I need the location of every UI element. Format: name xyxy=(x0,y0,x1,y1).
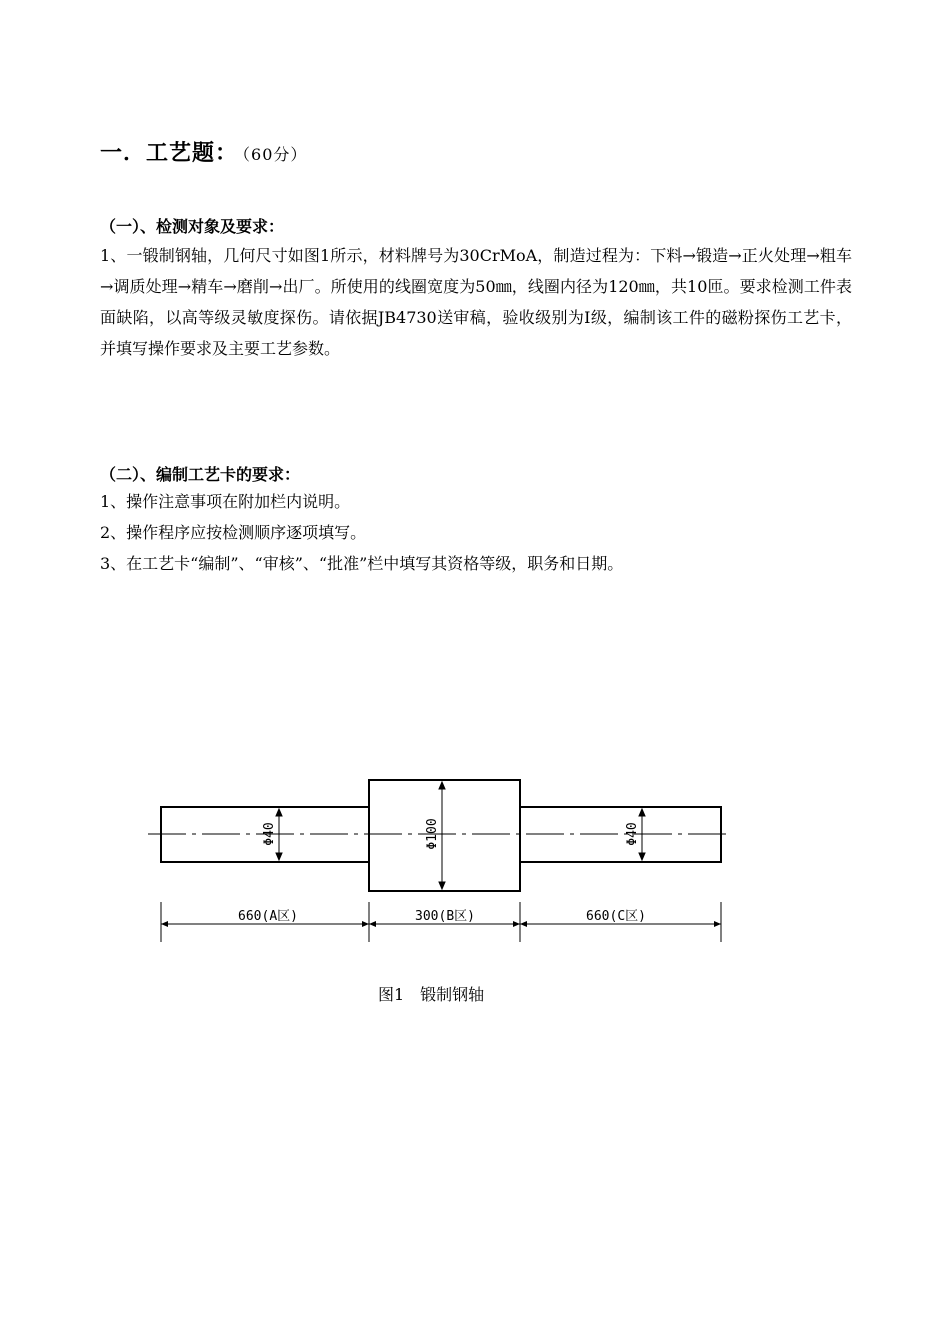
requirement-item-3: 3、在工艺卡“编制”、“审核”、“批准”栏中填写其资格等级，职务和日期。 xyxy=(100,554,624,573)
shaft-section-b xyxy=(369,780,520,891)
section1-paragraph: 1、一锻制钢轴，几何尺寸如图1所示，材料牌号为30CrMoA，制造过程为：下料→锻造→正火处理→粗车→调质处理→精车→磨削→出厂。所使用的线圈宽度为50㎜，线圈内径为120㎜，共10匝。要求检测工件表面缺陷，以高等级灵敏度探伤。请依据JB4730送审稿，验收级别为I级，编制该工件的磁粉探伤工艺卡，并填写操作要求及主要工艺参数。 xyxy=(100,246,852,358)
question-title xyxy=(100,136,307,167)
question-title-text: 一．工艺题： xyxy=(100,140,239,166)
diameter-label-right: Φ40 xyxy=(625,822,640,846)
figure-caption: 图1 锻制钢轴 xyxy=(378,985,485,1004)
diameter-label-middle: Φ100 xyxy=(425,818,440,850)
length-label-a: 660(A区) xyxy=(238,909,298,924)
length-label-c: 660(C区) xyxy=(586,909,646,924)
requirement-item-1: 1、操作注意事项在附加栏内说明。 xyxy=(100,492,351,511)
diameter-label-left: Φ40 xyxy=(262,822,277,846)
question-score: （60分） xyxy=(242,145,308,164)
section2-heading: （二）、编制工艺卡的要求： xyxy=(100,465,301,484)
section1-heading: （一）、检测对象及要求： xyxy=(100,217,285,236)
length-label-b: 300(B区) xyxy=(415,909,475,924)
requirement-item-2: 2、操作程序应按检测顺序逐项填写。 xyxy=(100,523,367,542)
shaft-drawing xyxy=(140,770,760,960)
